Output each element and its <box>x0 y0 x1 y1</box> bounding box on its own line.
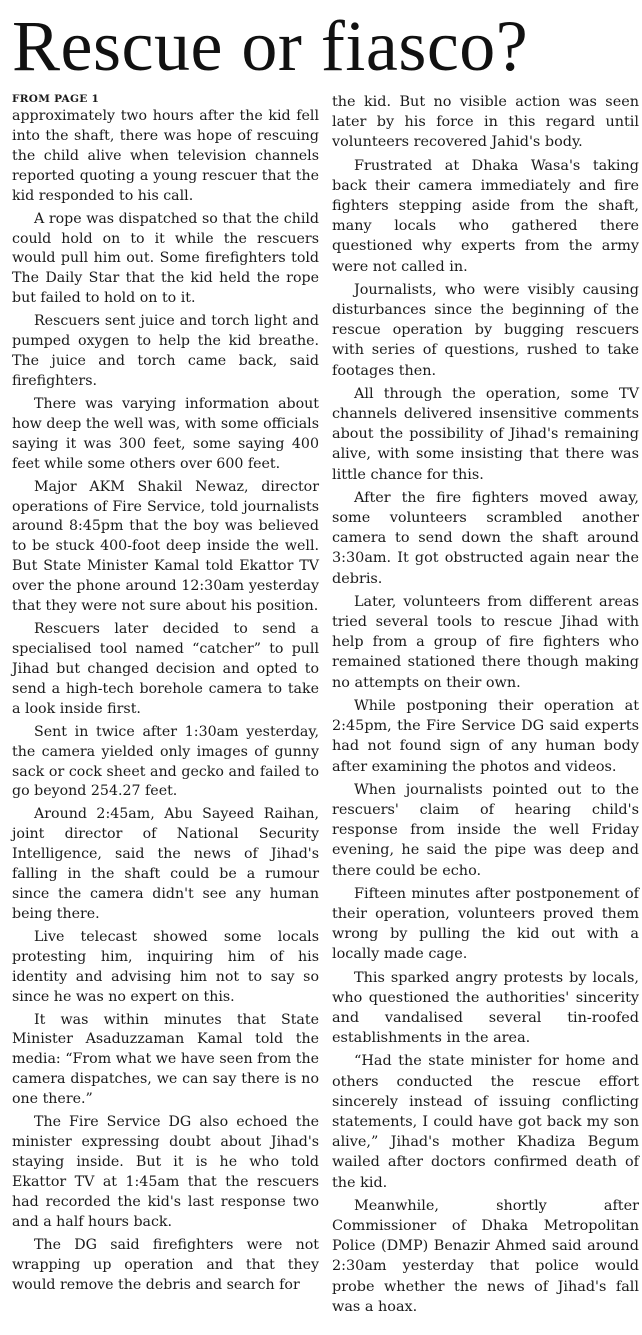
paragraph: After the fire fighters moved away, some volunteers scrambled another camera to send down the shaft around 3:30am. It got obstructed again near the debris. <box>332 489 639 587</box>
paragraph: Rescuers later decided to send a specialised tool named “catcher” to pull Jihad but changed decision and opted to send a high-tech borehole camera to take a look inside first. <box>12 621 319 717</box>
from-page-label: FROM PAGE 1 <box>12 93 100 105</box>
paragraph: While postponing their operation at 2:45pm, the Fire Service DG said experts had not found sign of any human body after examining the photos and videos. <box>332 697 639 775</box>
paragraph: All through the operation, some TV channels delivered insensitive comments about the possibility of Jihad's remaining alive, with some insisting that there was little chance for this. <box>332 385 639 483</box>
paragraph: The Fire Service DG also echoed the minister expressing doubt about Jihad's staying inside. But it is he who told Ekattor TV at 1:45am that the rescuers had recorded the kid's last response two and a half hours back. <box>12 1114 319 1230</box>
headline: Rescue or fiasco? <box>12 6 529 86</box>
paragraph: Frustrated at Dhaka Wasa's taking back their camera immediately and fire fighters stepping aside from the shaft, many locals who gathered there questioned why experts from the army were not called in. <box>332 157 639 275</box>
paragraph: Later, volunteers from different areas tried several tools to rescue Jihad with help from a group of fire fighters who remained stationed there though making no attempts on their own. <box>332 593 639 691</box>
paragraph: When journalists pointed out to the rescuers' claim of hearing child's response from inside the well Friday evening, he said the pipe was deep and there could be echo. <box>332 781 639 879</box>
paragraph: Journalists, who were visibly causing disturbances since the beginning of the rescue operation by bugging rescuers with series of questions, rushed to take footages then. <box>332 281 639 379</box>
paragraph: There was varying information about how deep the well was, with some officials saying it was 300 feet, some saying 400 feet while some others over 600 feet. <box>12 395 319 472</box>
paragraph: It was within minutes that State Minister Asaduzzaman Kamal told the media: “From what we have seen from the camera dispatches, we can say there is no one there.” <box>12 1011 319 1108</box>
left-column <box>12 92 319 1298</box>
paragraph: A rope was dispatched so that the child could hold on to it while the rescuers would pull him out. Some firefighters told The Daily Star that the kid held the rope but failed to hold on to it. <box>12 210 319 307</box>
paragraph: Around 2:45am, Abu Sayeed Raihan, joint director of National Security Intelligence, said the news of Jihad's falling in the shaft could be a rumour since the camera didn't see any human being there. <box>12 806 319 922</box>
paragraph: This sparked angry protests by locals, who questioned the authorities' sincerity and vandalised several tin-roofed establishments in the area. <box>332 969 639 1047</box>
paragraph: Major AKM Shakil Newaz, director operations of Fire Service, told journalists around 8:45pm that the boy was believed to be stuck 400-foot deep inside the well. But State Minister Kamal told Ekattor TV over the phone around 12:30am yesterday that they were not sure about his position. <box>12 478 319 615</box>
paragraph: Meanwhile, shortly after Commissioner of Dhaka Metropolitan Police (DMP) Benazir Ahmed said around 2:30am yesterday that police would probe whether the news of Jihad's fall was a hoax. <box>332 1197 639 1315</box>
paragraph: “Had the state minister for home and others conducted the rescue effort sincerely instead of issuing conflicting statements, I could have got back my son alive,” Jihad's mother Khadiza Begum wailed after doctors confirmed death of the kid. <box>332 1053 639 1191</box>
paragraph: Rescuers sent juice and torch light and pumped oxygen to help the kid breathe. The juice and torch came back, said firefighters. <box>12 313 319 389</box>
paragraph: approximately two hours after the kid fell into the shaft, there was hope of rescuing the child alive when television channels reported quoting a young rescuer that the kid responded to his call. <box>12 108 319 204</box>
paragraph: Fifteen minutes after postponement of their operation, volunteers proved them wrong by pulling the kid out with a locally made cage. <box>332 885 639 963</box>
paragraph: Sent in twice after 1:30am yesterday, the camera yielded only images of gunny sack or cock sheet and gecko and failed to go beyond 254.27 feet. <box>12 723 319 800</box>
paragraph: The DG said firefighters were not wrapping up operation and that they would remove the debris and search for <box>12 1236 319 1293</box>
paragraph: Live telecast showed some locals protesting him, inquiring him of his identity and advising him not to say so since he was no expert on this. <box>12 928 319 1005</box>
paragraph: the kid. But no visible action was seen later by his force in this regard until volunteers recovered Jahid's body. <box>332 94 639 151</box>
right-column <box>332 92 639 1320</box>
